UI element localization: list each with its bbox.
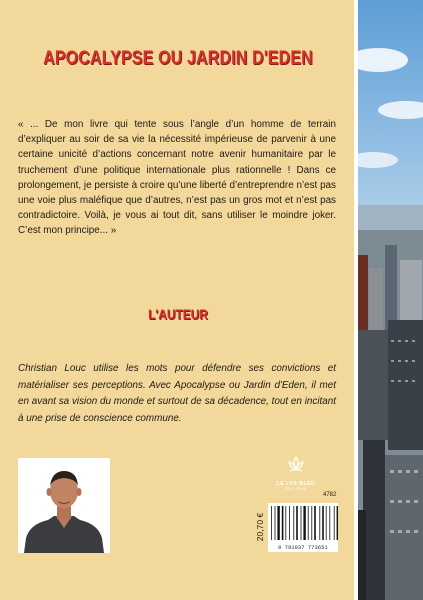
isbn-barcode [268, 503, 338, 552]
barcode-bar [289, 506, 290, 540]
publisher-logo [272, 455, 320, 491]
city-photo [358, 0, 423, 600]
barcode-bar [271, 506, 272, 540]
author-bio: Christian Louc utilise les mots pour défendre ses convictions et matérialiser ses perceptions. Avec Apocalypse ou Jardin d'Eden, il met en avant sa vision du monde et surtout de sa décadence, tout en incitant à une prise de conscience commune. [18, 363, 336, 424]
barcode-bar [301, 506, 302, 540]
isbn-number: 9 791037 773651 [278, 545, 328, 551]
barcode-bar [285, 506, 286, 540]
price-label [253, 504, 267, 550]
barcode-bar [275, 506, 276, 540]
barcode-bar [296, 506, 298, 540]
barcode-bar [282, 506, 284, 540]
barcode-bar [308, 506, 309, 540]
barcode-bar [277, 506, 279, 540]
barcode-bar [329, 506, 330, 540]
book-quote: « ... De mon livre qui tente sous l’angle d’un homme de terrain d’expliquer au soir de sa vie la nécessité impérieuse de parvenir à une certaine unicité d’actions concernant notre avenir humanitaire par le truchement d’une politique internationale plus rationnelle ! Dans ce prolongement, je persiste à croire qu’une liberté d’entreprendre n’est pas une voie plus maléfique que d’autres, n’est pas un gros mot et n’est pas contradictoire. Voilà, je vous ai tout dit, sans utiliser le moindre joker. C’est mon principe... » [18, 119, 336, 237]
barcode-bar [334, 506, 335, 540]
barcode-bar [314, 506, 316, 540]
barcode-bars [268, 503, 338, 543]
price-text: 20,70 € [255, 512, 265, 542]
publisher-name: LE LYS BLEU [276, 481, 316, 487]
barcode-bar [326, 506, 327, 540]
barcode-bar [293, 506, 294, 540]
publisher-subtitle: ÉDITIONS [285, 487, 307, 491]
lotus-icon [286, 455, 306, 475]
barcode-bar [319, 506, 320, 540]
author-portrait-image [18, 458, 110, 553]
book-title: APOCALYPSE OU JARDIN D'EDEN [43, 47, 313, 69]
barcode-bar [311, 506, 312, 540]
catalog-code: 4782 [323, 492, 337, 498]
city-skyline-image [358, 0, 423, 600]
barcode-bar [337, 506, 338, 540]
barcode-bar [322, 506, 324, 540]
author-heading: L'AUTEUR [148, 306, 208, 322]
barcode-bar [303, 506, 305, 540]
author-photo [18, 458, 110, 553]
